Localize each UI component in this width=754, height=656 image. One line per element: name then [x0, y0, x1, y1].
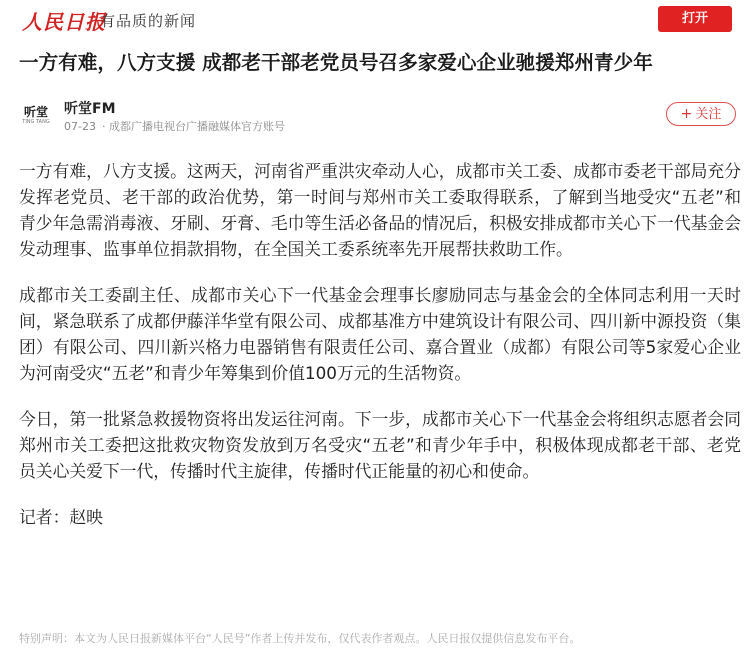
avatar-text: 听堂 [23, 104, 48, 119]
plus-icon: + [680, 106, 693, 122]
avatar[interactable] [18, 98, 54, 132]
follow-button[interactable] [666, 102, 736, 126]
follow-label: 关注 [695, 107, 722, 122]
author-name[interactable]: 听堂FM [64, 101, 116, 117]
disclaimer: 特别声明：本文为人民日报新媒体平台“人民号”作者上传并发布，仅代表作者观点。人民日报仅提供信息发布平台。 [19, 632, 581, 645]
paragraph: 今日，第一批紧急救援物资将出发运往河南。下一步，成都市关心下一代基金会将组织志愿者会同郑州市关工委把这批救灾物资发放到万名受灾“五老”和青少年手中，积极体现成都老干部、老党员关心关爱下一代，传播时代主旋律，传播时代正能量的初心和使命。 [19, 409, 741, 481]
avatar-subtext: TING TANG [22, 118, 50, 125]
people-daily-logo[interactable]: 人民日报 [22, 10, 106, 34]
publish-date: 07-23 [64, 120, 96, 133]
author-meta [64, 118, 285, 134]
article-title: 一方有难，八方支援 成都老干部老党员号召多家爱心企业驰援郑州青少年 [19, 51, 653, 74]
author-description: · 成都广播电视台广播融媒体官方账号 [101, 120, 285, 133]
top-bar [0, 0, 754, 40]
paragraph: 一方有难，八方支援。这两天，河南省严重洪灾牵动人心，成都市关工委、成都市委老干部局充分发挥老党员、老干部的政治优势，第一时间与郑州市关工委取得联系，了解到当地受灾“五老”和青少年急需消毒液、牙刷、牙膏、毛巾等生活必备品的情况后，积极安排成都市关心下一代基金会发动理事、监事单位捐款捐物，在全国关工委系统率先开展帮扶救助工作。 [19, 161, 741, 259]
article-body [19, 158, 741, 550]
slogan: 有品质的新闻 [100, 12, 197, 30]
paragraph: 成都市关工委副主任、成都市关心下一代基金会理事长廖励同志与基金会的全体同志利用一天时间，紧急联系了成都伊藤洋华堂有限公司、成都基准方中建筑设计有限公司、四川新中源投资（集团）有限公司、四川新兴格力电器销售有限责任公司、嘉合置业（成都）有限公司等5家爱心企业为河南受灾“五老”和青少年筹集到价值100万元的生活物资。 [19, 285, 741, 383]
reporter-line: 记者：赵映 [19, 507, 103, 527]
author-bar [18, 98, 736, 132]
open-app-button[interactable]: 打开 [658, 6, 732, 32]
